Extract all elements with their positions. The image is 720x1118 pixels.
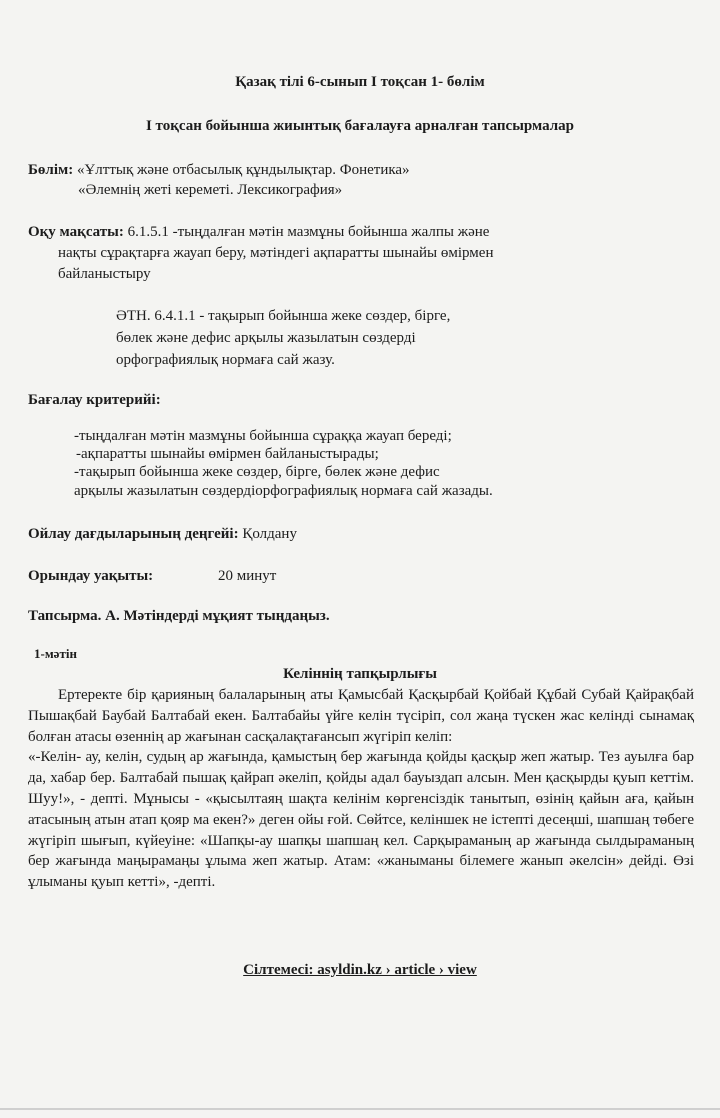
objectives-extra-1: ӘТН. 6.4.1.1 - тақырып бойынша жеке сөздер, бірге, [116,308,451,324]
section-row [28,160,410,180]
criteria-item: -тыңдалған мәтін мазмұны бойынша сұраққа жауап береді; [74,428,452,444]
document-title: Қазақ тілі 6-сынып І тоқсан 1- бөлім [235,74,485,90]
thinking-row [28,524,297,544]
text-paragraph-1: Ертеректе бір қарияның балаларының аты Қамысбай Қасқырбай Қойбай Құбай Субай Қайрақбай Пышақбай Баубай Балтабай екен. Балтабайы үйге келін түсіріп, сол жаңа түскен жас келінді сынамақ болған атасы өзеннің ар жағынан сасқалақтағансып жүгіріп келіп: [28,687,694,745]
criteria-item: -тақырып бойынша жеке сөздер, бірге, бөлек және дефис [74,464,440,480]
objectives-line-2: нақты сұрақтарға жауап беру, мәтіндегі ақпаратты шынайы өмірмен [58,245,494,261]
time-label: Орындау уақыты: [28,568,154,584]
time-value: 20 минут [218,568,277,584]
objectives-row [28,222,489,242]
objectives-extra-3: орфографиялық нормаға сай жазу. [116,352,335,368]
thinking-label: Ойлау дағдыларының деңгейі: [28,526,239,542]
objectives-line-3: байланыстыру [58,266,151,282]
page-bottom-divider [0,1108,720,1110]
objectives-extra-2: бөлек және дефис арқылы жазылатын сөздерді [116,330,416,346]
criteria-label: Бағалау критерийі: [28,392,161,408]
section-line-2: «Әлемнің жеті кереметі. Лексикография» [78,182,343,198]
section-label: Бөлім: [28,162,74,178]
criteria-item: -ақпаратты шынайы өмірмен байланыстырады; [76,446,379,462]
section-line-1: «Ұлттық және отбасылық құндылықтар. Фонетика» [76,162,410,178]
text-body [28,685,694,893]
text-number: 1-мәтін [34,646,77,661]
criteria-item: арқылы жазылатын сөздердіорфографиялық нормаға сай жазады. [74,483,493,499]
text-title: Келіннің тапқырлығы [283,666,437,682]
task-heading: Тапсырма. А. Мәтіндерді мұқият тыңдаңыз. [28,608,330,624]
objectives-label: Оқу мақсаты: [28,224,124,240]
text-paragraph-2: «-Келін- ау, келін, судың ар жағында, қамыстың бер жағында қойды қасқыр жеп жатыр. Тез ауылға бар да, хабар бер. Балтабай пышақ қайрап әкеліп, қойды адал бауыздап алсын. Мен қасқырды қуып кеттім. Шуу!», - депті. Мұнысы - «қысылтаяң шақта келінім көргенсіздік танытып, өзінің қайын аға, қайын атасының атын атап қояр ма екен?» деген ойы ғой. Сөйтсе, келіншек не істепті десеңші, шапшаң төбеге жүгіріп шығып, күйеуіне: «Шапқы-ау шапқы шапшаң кел. Сарқыраманың ар жағында сылдыраманың бер жағында маңырамаңы ұлыма жеп жатыр. Атам: «жаныманы білемеге жанып әкелсін» дейді. Өзі ұлыманы қуып кетті», -депті. [28,749,694,891]
source-line [0,960,720,980]
source-link[interactable]: Сілтемесі: asyldin.kz › article › view [243,962,477,978]
thinking-value: Қолдану [242,526,297,542]
objectives-line-1: 6.1.5.1 -тыңдалған мәтін мазмұны бойынша жалпы және [127,224,490,240]
document-subtitle: І тоқсан бойынша жиынтық бағалауға арналған тапсырмалар [145,118,575,134]
